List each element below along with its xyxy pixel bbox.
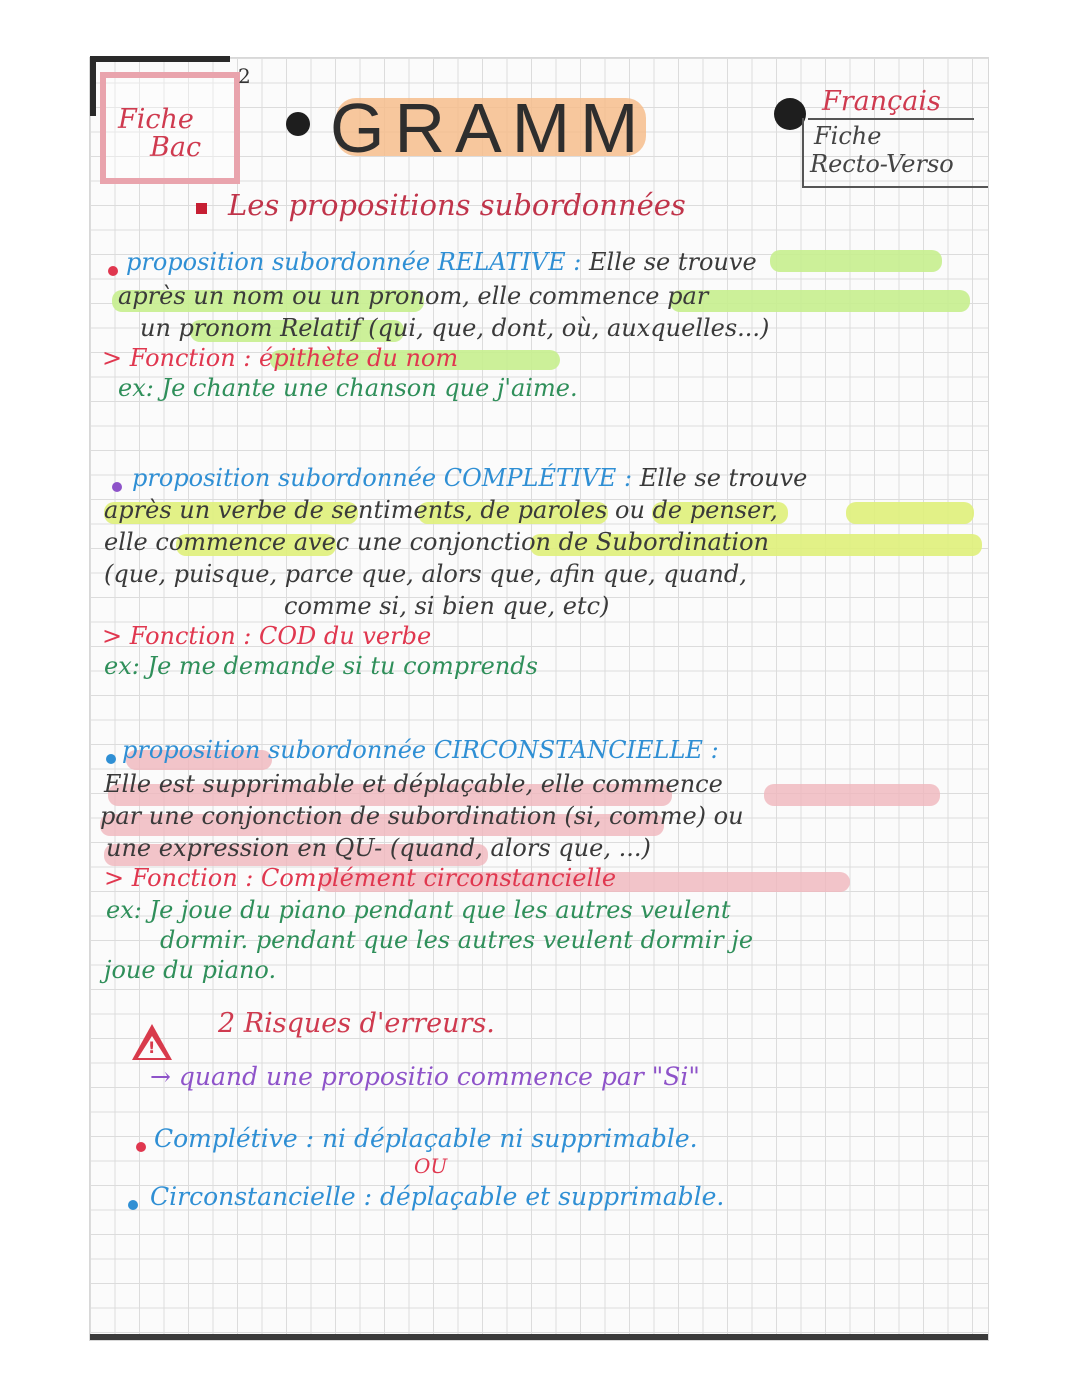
circonstancielle-example2: dormir. pendant que les autres veulent dormir je [160, 926, 754, 954]
completive-fonction: > Fonction : COD du verbe [102, 622, 432, 650]
relative-rest: Elle se trouve [589, 248, 757, 276]
relative-line2: après un nom ou un pronom, elle commence par [118, 282, 709, 310]
recto-line2: Recto-Verso [810, 150, 954, 178]
bullet-dot-icon [112, 482, 122, 492]
relative-example: ex: Je chante une chanson que j'aime. [118, 374, 578, 402]
highlight [770, 250, 942, 272]
relative-line3: un pronom Relatif (qui, que, dont, où, auxquelles...) [140, 314, 770, 342]
section-title: Les propositions subordonnées [228, 188, 686, 222]
circonstancielle-line2: Elle est supprimable et déplaçable, elle commence [104, 770, 723, 798]
title-block [330, 88, 648, 168]
completive-line4: (que, puisque, parce que, alors que, afin que, quand, [104, 560, 747, 588]
subject-label: Français [822, 86, 941, 117]
bullet-dot-icon [286, 112, 310, 136]
notebook-binding-left [90, 56, 96, 116]
completive-rest: Elle se trouve [639, 464, 808, 492]
bullet-dot-icon [106, 754, 116, 764]
risques-title: 2 Risques d'erreurs. [218, 1008, 495, 1039]
circonstancielle-fonction: > Fonction : Complément circonstancielle [104, 864, 617, 892]
bullet-dot-icon [128, 1200, 138, 1210]
circonstancielle-label: proposition subordonnée CIRCONSTANCIELLE : [122, 736, 719, 764]
notebook-edge [90, 1334, 988, 1340]
risques-ou: OU [414, 1154, 448, 1178]
relative-fonction: > Fonction : épithète du nom [102, 344, 459, 372]
completive-example: ex: Je me demande si tu comprends [104, 652, 538, 680]
bullet-dot-icon [136, 1142, 146, 1152]
risques-circonstancielle: Circonstancielle : déplaçable et supprimable. [150, 1182, 725, 1211]
bac-label: Bac [150, 132, 202, 163]
page-title: GRAMM [330, 89, 649, 167]
completive-label: proposition subordonnée COMPLÉTIVE : [132, 464, 633, 492]
risques-quand: → quand une propositio commence par "Si" [150, 1062, 700, 1091]
relative-heading [126, 248, 757, 276]
square-bullet-icon [196, 203, 207, 214]
fiche-label: Fiche [118, 104, 194, 135]
completive-line3: elle commence avec une conjonction de Subordination [104, 528, 770, 556]
bullet-dot-icon [108, 266, 118, 276]
completive-heading [132, 464, 807, 492]
highlight [764, 784, 940, 806]
circonstancielle-line4: une expression en QU- (quand, alors que, ...) [106, 834, 651, 862]
circonstancielle-line3: par une conjonction de subordination (si, comme) ou [100, 802, 744, 830]
page-number: 2 [238, 64, 251, 88]
notebook-binding [90, 56, 230, 62]
warning-icon-mark: ! [148, 1038, 156, 1057]
circonstancielle-example1: ex: Je joue du piano pendant que les autres veulent [106, 896, 731, 924]
completive-line5: comme si, si bien que, etc) [284, 592, 610, 620]
risques-completive: Complétive : ni déplaçable ni supprimable. [154, 1124, 698, 1153]
relative-label: proposition subordonnée RELATIVE : [126, 248, 582, 276]
highlight [670, 290, 970, 312]
circonstancielle-example3: joue du piano. [104, 956, 277, 984]
highlight [846, 502, 974, 524]
completive-line2: après un verbe de sentiments, de paroles ou de penser, [104, 496, 778, 524]
recto-line1: Fiche [814, 122, 882, 150]
